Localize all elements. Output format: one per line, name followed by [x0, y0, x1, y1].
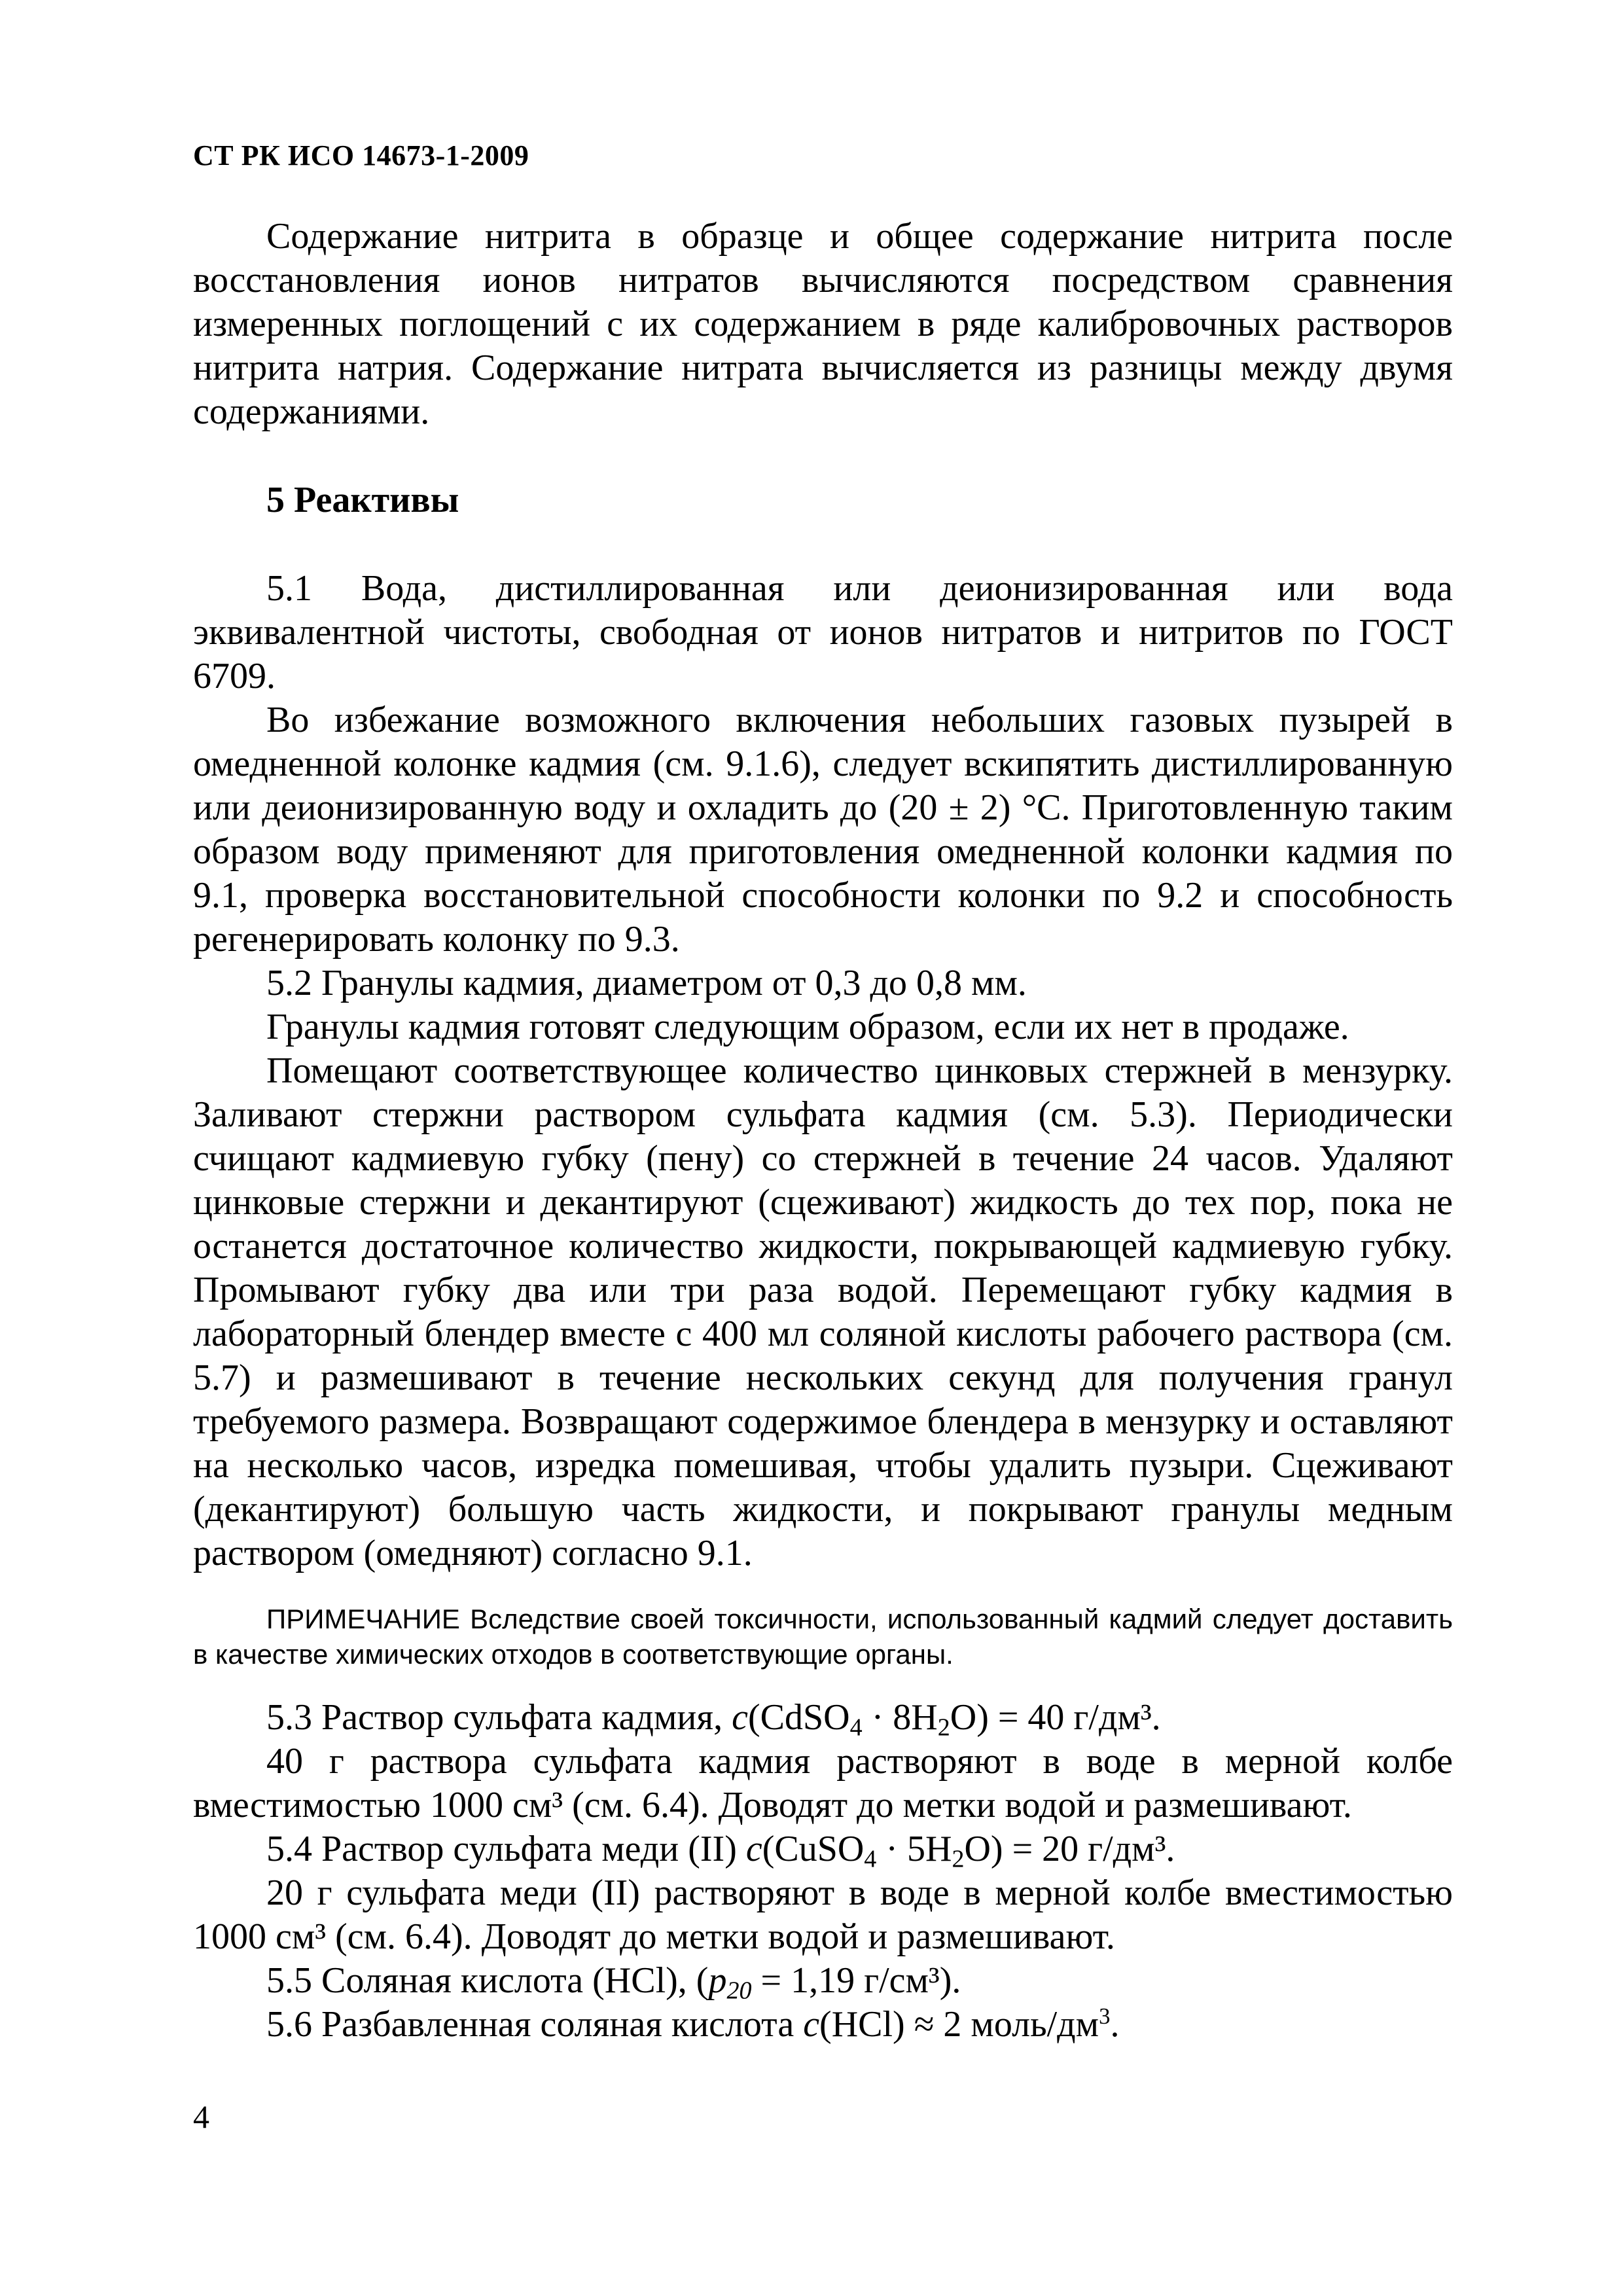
page-number: 4: [193, 2098, 209, 2135]
formula-text: .: [1110, 2004, 1120, 2045]
formula-variable: c: [803, 2004, 820, 2045]
formula-text: 5.4 Раствор сульфата меди (II): [266, 1829, 746, 1869]
paragraph-5-5: [193, 1959, 1453, 2003]
formula-subscript: 4: [864, 1845, 877, 1873]
paragraph-5-6: [193, 2003, 1453, 2047]
formula-text: · 8H: [862, 1697, 938, 1738]
paragraph-5-3-solution: 40 г раствора сульфата кадмия растворяют в воде в мерной колбе вместимостью 1000 см³ (см. 6.4). Доводят до метки водой и размешивают.: [193, 1741, 1453, 1825]
section-heading-reagents: 5 Реактивы: [266, 480, 459, 520]
formula-text: · 5H: [876, 1829, 952, 1869]
formula-text: 5.5 Соляная кислота (HCl), (: [266, 1960, 709, 2001]
formula-text: = 1,19 г/см³).: [751, 1960, 961, 2001]
formula-text: 5.6 Разбавленная соляная кислота: [266, 2004, 804, 2045]
note-text: Вследствие своей токсичности, использованный кадмий следует доставить в качестве химических отходов в соответствующие органы.: [193, 1604, 1454, 1670]
paragraph-5-2: 5.2 Гранулы кадмия, диаметром от 0,3 до 0,8 мм.: [266, 963, 1027, 1003]
note-paragraph: [193, 1602, 1453, 1672]
paragraph-5-1: 5.1 Вода, дистиллированная или деионизированная или вода эквивалентной чистоты, свободная от ионов нитратов и нитритов по ГОСТ 6709.: [193, 568, 1453, 696]
paragraph-5-2-preparation: Гранулы кадмия готовят следующим образом, если их нет в продаже.: [266, 1007, 1349, 1047]
formula-superscript: 3: [1099, 2003, 1111, 2029]
formula-variable: c: [732, 1697, 748, 1738]
formula-subscript: 2: [952, 1845, 965, 1873]
formula-text: O) = 20 г/дм³.: [964, 1829, 1175, 1869]
note-label: ПРИМЕЧАНИЕ: [266, 1604, 460, 1634]
paragraph-5-4: [193, 1827, 1453, 1871]
paragraph-5-1-boiling: Во избежание возможного включения небольших газовых пузырей в омедненной колонке кадмия (см. 9.1.6), следует вскипятить дистиллированную или деионизированную воду и охладить до (20 ± 2) °С. Приготовленную таким образом воду применяют для приготовления омедненной колонки кадмия по 9.1, проверка восстановительной способности колонки по 9.2 и способность регенерировать колонку по 9.3.: [193, 700, 1453, 960]
paragraph-5-2-procedure: Помещают соответствующее количество цинковых стержней в мензурку. Заливают стержни раствором сульфата кадмия (см. 5.3). Периодически счищают кадмиевую губку (пену) со стержней в течение 24 часов. Удаляют цинковые стержни и декантируют (сцеживают) жидкость до тех пор, пока не останется достаточное количество жидкости, покрывающей кадмиевую губку. Промывают губку два или три раза водой. Перемещают губку кадмия в лабораторный блендер вместе с 400 мл соляной кислоты рабочего раствора (см. 5.7) и размешивают в течение нескольких секунд для получения гранул требуемого размера. Возвращают содержимое блендера в мензурку и оставляют на несколько часов, изредка помешивая, чтобы удалить пузыри. Сцеживают (декантируют) большую часть жидкости, и покрывают гранулы медным раствором (омедняют) согласно 9.1.: [193, 1050, 1453, 1573]
formula-text: (HCl) ≈ 2 моль/дм: [819, 2004, 1099, 2045]
document-body: [193, 215, 1453, 2047]
formula-text: (CdSO: [747, 1697, 850, 1738]
formula-text: (CuSO: [762, 1829, 865, 1869]
formula-subscript: 20: [726, 1977, 752, 2005]
document-code-header: СТ РК ИСО 14673-1-2009: [193, 139, 529, 171]
formula-subscript: 2: [937, 1713, 950, 1742]
formula-text: 5.3 Раствор сульфата кадмия,: [266, 1697, 732, 1738]
paragraph-5-3: [193, 1696, 1453, 1740]
paragraph-5-4-solution: 20 г сульфата меди (II) растворяют в воде в мерной колбе вместимостью 1000 см³ (см. 6.4). Доводят до метки водой и размешивают.: [193, 1873, 1453, 1957]
formula-variable: c: [745, 1829, 762, 1869]
formula-variable: p: [708, 1960, 727, 2001]
formula-text: O) = 40 г/дм³.: [950, 1697, 1161, 1738]
intro-paragraph: Содержание нитрита в образце и общее содержание нитрита после восстановления ионов нитратов вычисляются посредством сравнения измеренных поглощений с их содержанием в ряде калибровочных растворов нитрита натрия. Содержание нитрата вычисляется из разницы между двумя содержаниями.: [193, 216, 1453, 432]
formula-subscript: 4: [849, 1713, 863, 1742]
